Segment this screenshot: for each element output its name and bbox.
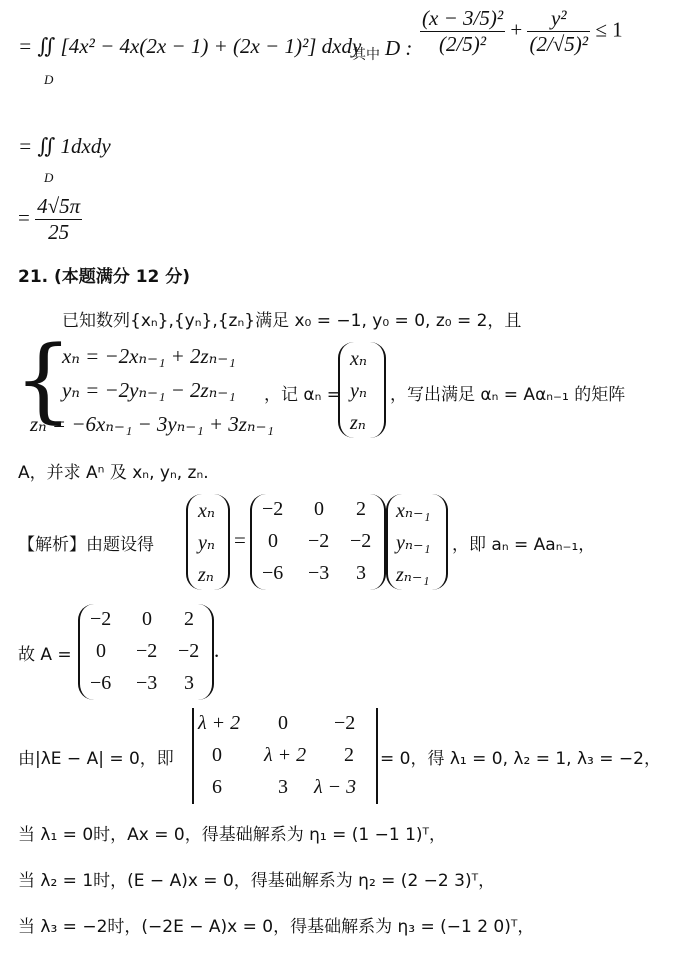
a-11: −2: [136, 640, 158, 662]
analysis-matrix: [250, 494, 386, 590]
gu-a-matrix: [78, 604, 214, 700]
result-eq: =: [18, 205, 30, 230]
d-12: 2: [344, 744, 354, 766]
d-02: −2: [334, 712, 356, 734]
frac1-numerator: (x − 3/5)²: [422, 6, 504, 30]
gu-a-tail-text: .: [214, 638, 220, 662]
a-00: −2: [90, 608, 112, 630]
lhs-y: yₙ: [198, 532, 215, 554]
integral-line-2: [18, 134, 111, 159]
system-eq-2-text: yₙ = −2yₙ₋₁ − 2zₙ₋₁: [62, 378, 236, 402]
m-02: 2: [356, 498, 366, 520]
a-21: −3: [136, 672, 158, 694]
d-20: 6: [212, 776, 222, 798]
analysis-eq: [234, 528, 246, 553]
m-21: −3: [308, 562, 330, 584]
a-12: −2: [178, 640, 200, 662]
domain-text: D :: [385, 36, 413, 60]
m-12: −2: [350, 530, 372, 552]
problem-part1: 已知数列{xₙ},{yₙ},{zₙ}满足 x₀ = −1, y₀ = 0, z₀ = 2，且: [62, 311, 522, 331]
plus-sign: +: [510, 17, 523, 42]
ji-alpha: [264, 380, 341, 405]
frac2-numerator: y²: [550, 6, 567, 30]
integral-line-1: [18, 34, 361, 59]
a-02: 2: [184, 608, 194, 630]
d-11: λ + 2: [264, 744, 307, 766]
problem-heading-text: 21. (本题满分 12 分): [18, 267, 191, 287]
system-brace: {: [14, 326, 73, 433]
ellipse-frac-1: [420, 6, 505, 57]
system-eq-1: [62, 344, 236, 369]
analysis-tail: [452, 530, 595, 555]
result-frac: [35, 194, 82, 245]
problem-statement-1: [62, 306, 521, 331]
d-01: 0: [278, 712, 288, 734]
gu-a-prefix: [18, 640, 72, 665]
m-10: 0: [268, 530, 278, 552]
analysis-tag-text: 【解析】由题设得: [18, 535, 154, 555]
domain-label: [385, 36, 412, 61]
frac1-denominator: (2/5)²: [420, 31, 505, 57]
m-22: 3: [356, 562, 366, 584]
system-eq-2: [62, 378, 236, 403]
integral-region-sub-1: [44, 72, 53, 88]
alpha-y: yₙ: [350, 380, 367, 402]
integral-expr-2: = ∬ 1dxdy: [18, 134, 111, 158]
integral-region-sub-2: [44, 170, 53, 186]
a-20: −6: [90, 672, 112, 694]
region-label: D: [44, 72, 54, 87]
m-00: −2: [262, 498, 284, 520]
lhs-z: zₙ: [198, 564, 214, 586]
eigen-line-2-text: 当 λ₂ = 1时，(E − A)x = 0，得基础解系为 η₂ = (2 −2 3)ᵀ，: [18, 871, 496, 891]
alpha-x: xₙ: [350, 348, 367, 370]
analysis-lhs-vector: [186, 494, 230, 590]
m-01: 0: [314, 498, 324, 520]
d-10: 0: [212, 744, 222, 766]
ask-text-2: [18, 458, 209, 483]
analysis-eq-sign: =: [234, 528, 246, 552]
det-tail: [380, 744, 661, 769]
ellipse-frac-2: [527, 6, 590, 57]
d-21: 3: [278, 776, 288, 798]
analysis-tag: [18, 530, 154, 555]
rhs-x: xₙ₋₁: [396, 500, 431, 522]
frac2-denominator: (2/√5)²: [529, 32, 589, 56]
result-denominator: 25: [35, 219, 82, 245]
result-numerator: 4√5π: [37, 194, 81, 218]
analysis-rhs-vector: [386, 494, 448, 590]
det-block: [192, 708, 378, 804]
rhs-y: yₙ₋₁: [396, 532, 431, 554]
eigen-line-1: [18, 820, 446, 845]
system-eq-3-text: zₙ = −6xₙ₋₁ − 3yₙ₋₁ + 3zₙ₋₁: [30, 412, 274, 436]
ellipse-inequality: [420, 6, 623, 57]
m-11: −2: [308, 530, 330, 552]
qizhong-text: 其中: [352, 47, 380, 63]
a-10: 0: [96, 640, 106, 662]
det-tail-text: = 0，得 λ₁ = 0, λ₂ = 1, λ₃ = −2，: [380, 749, 661, 769]
d-22: λ − 3: [314, 776, 357, 798]
eigen-line-3-text: 当 λ₃ = −2时，(−2E − A)x = 0，得基础解系为 η₃ = (−1 2 0)ᵀ，: [18, 917, 535, 937]
ask-text-span: ，写出满足 αₙ = Aαₙ₋₁ 的矩阵: [390, 385, 626, 405]
alpha-z: zₙ: [350, 412, 366, 434]
a-01: 0: [142, 608, 152, 630]
a-22: 3: [184, 672, 194, 694]
alpha-vector: [338, 342, 386, 438]
analysis-tail-text: ，即 aₙ = Aaₙ₋₁，: [452, 535, 596, 555]
m-20: −6: [262, 562, 284, 584]
qizhong-label: [352, 44, 380, 64]
ji-alpha-text: ，记 αₙ =: [264, 385, 342, 405]
det-prefix: [18, 744, 174, 769]
result-line: [18, 194, 82, 245]
gu-a-prefix-text: 故 A =: [18, 645, 72, 665]
rhs-z: zₙ₋₁: [396, 564, 430, 586]
det-prefix-text: 由|λE − A| = 0，即: [18, 749, 174, 769]
eigen-line-2: [18, 866, 495, 891]
d-00: λ + 2: [198, 712, 241, 734]
le-one: ≤ 1: [595, 17, 623, 42]
gu-a-tail: [214, 638, 219, 663]
region-label-2: D: [44, 170, 54, 185]
problem-heading: [18, 262, 190, 287]
system-eq-1-text: xₙ = −2xₙ₋₁ + 2zₙ₋₁: [62, 344, 236, 368]
lhs-x: xₙ: [198, 500, 215, 522]
eigen-line-3: [18, 912, 534, 937]
system-eq-3: [30, 412, 274, 437]
ask-text-2-span: A，并求 Aⁿ 及 xₙ, yₙ, zₙ.: [18, 463, 209, 483]
integral-expr-1: = ∬ [4x² − 4x(2x − 1) + (2x − 1)²] dxdy: [18, 34, 362, 58]
ask-text: [390, 380, 625, 405]
eigen-line-1-text: 当 λ₁ = 0时，Ax = 0，得基础解系为 η₁ = (1 −1 1)ᵀ，: [18, 825, 447, 845]
